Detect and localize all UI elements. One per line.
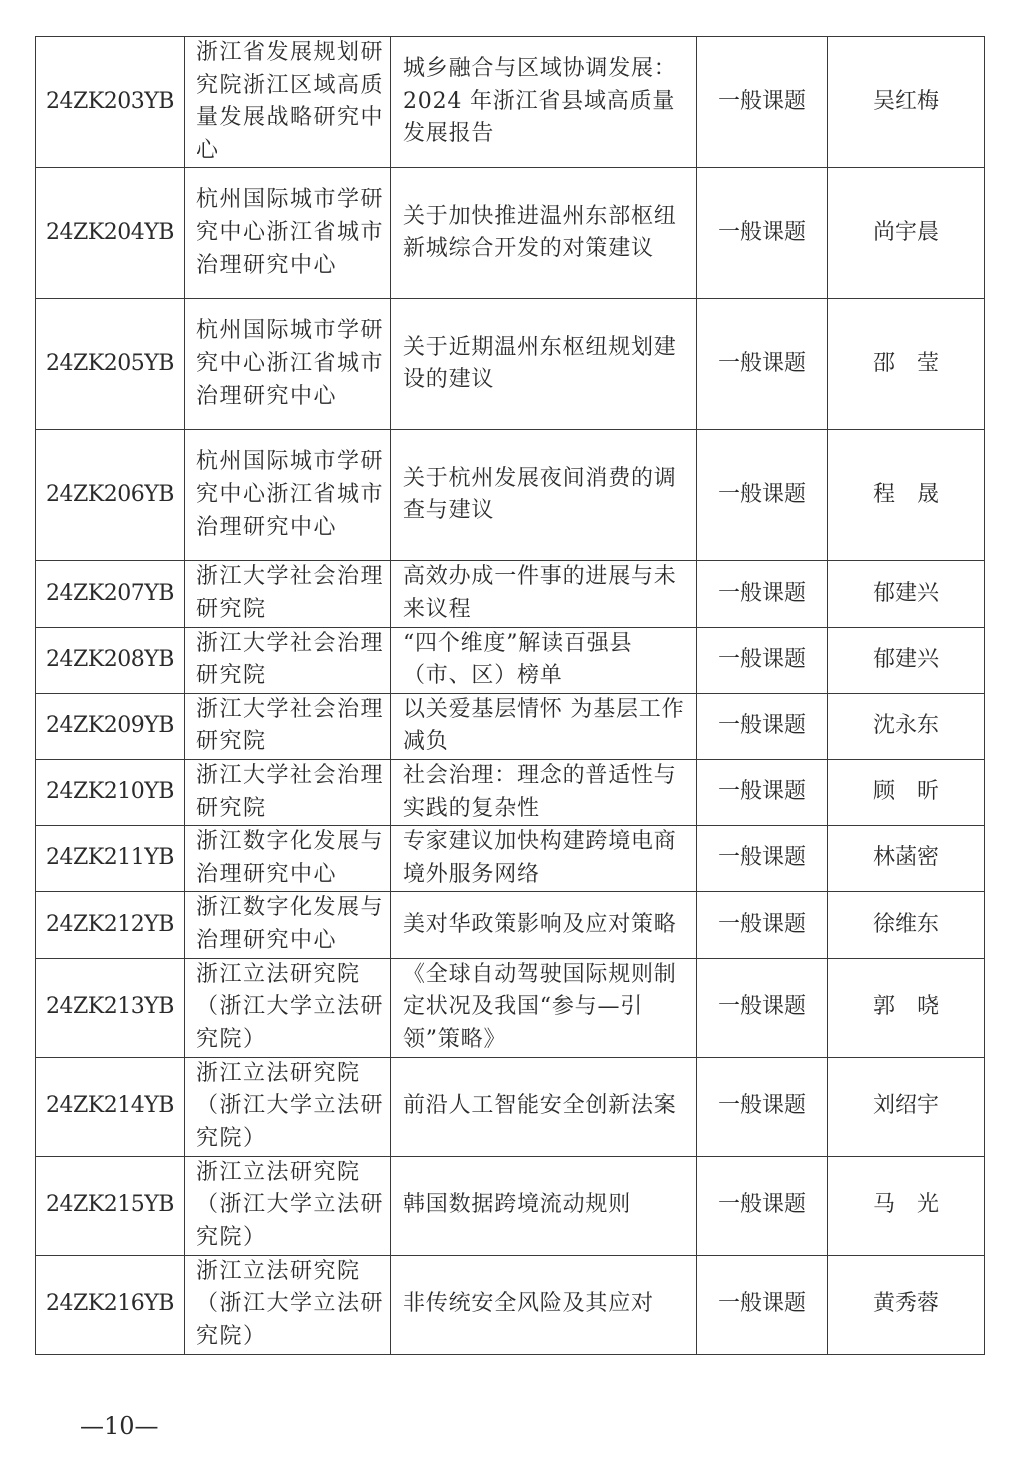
organization: 浙江立法研究院（浙江大学立法研究院） xyxy=(185,1057,391,1156)
person-in-charge: 郁建兴 xyxy=(828,627,985,693)
project-type: 一般课题 xyxy=(697,693,828,759)
organization: 杭州国际城市学研究中心浙江省城市治理研究中心 xyxy=(185,168,391,299)
organization: 浙江数字化发展与治理研究中心 xyxy=(185,892,391,958)
project-title: 韩国数据跨境流动规则 xyxy=(391,1156,697,1255)
table-row xyxy=(36,430,985,561)
project-code: 24ZK211YB xyxy=(36,826,185,892)
person-in-charge: 尚宇晨 xyxy=(828,168,985,299)
organization: 杭州国际城市学研究中心浙江省城市治理研究中心 xyxy=(185,299,391,430)
organization: 浙江省发展规划研究院浙江区域高质量发展战略研究中心 xyxy=(185,37,391,168)
organization: 浙江大学社会治理研究院 xyxy=(185,693,391,759)
project-title: “四个维度”解读百强县（市、区）榜单 xyxy=(391,627,697,693)
project-type: 一般课题 xyxy=(697,759,828,825)
project-title: 关于加快推进温州东部枢纽新城综合开发的对策建议 xyxy=(391,168,697,299)
project-type: 一般课题 xyxy=(697,561,828,627)
project-title: 前沿人工智能安全创新法案 xyxy=(391,1057,697,1156)
person-in-charge: 徐维东 xyxy=(828,892,985,958)
table-row xyxy=(36,37,985,168)
organization: 浙江大学社会治理研究院 xyxy=(185,561,391,627)
project-title: 城乡融合与区域协调发展：2024 年浙江省县域高质量发展报告 xyxy=(391,37,697,168)
project-type: 一般课题 xyxy=(697,37,828,168)
project-title: 关于近期温州东枢纽规划建设的建议 xyxy=(391,299,697,430)
organization: 浙江立法研究院（浙江大学立法研究院） xyxy=(185,1255,391,1354)
project-title: 美对华政策影响及应对策略 xyxy=(391,892,697,958)
project-type: 一般课题 xyxy=(697,299,828,430)
project-title: 《全球自动驾驶国际规则制定状况及我国“参与—引领”策略》 xyxy=(391,958,697,1057)
table-row xyxy=(36,759,985,825)
project-type: 一般课题 xyxy=(697,892,828,958)
project-type: 一般课题 xyxy=(697,958,828,1057)
project-code: 24ZK207YB xyxy=(36,561,185,627)
project-title: 高效办成一件事的进展与未来议程 xyxy=(391,561,697,627)
organization: 浙江立法研究院（浙江大学立法研究院） xyxy=(185,958,391,1057)
table-row xyxy=(36,693,985,759)
organization: 浙江数字化发展与治理研究中心 xyxy=(185,826,391,892)
project-title: 专家建议加快构建跨境电商境外服务网络 xyxy=(391,826,697,892)
project-type: 一般课题 xyxy=(697,430,828,561)
page-number: —10— xyxy=(80,1412,159,1440)
project-code: 24ZK216YB xyxy=(36,1255,185,1354)
table-row xyxy=(36,561,985,627)
person-in-charge: 林菡密 xyxy=(828,826,985,892)
project-type: 一般课题 xyxy=(697,1255,828,1354)
organization: 杭州国际城市学研究中心浙江省城市治理研究中心 xyxy=(185,430,391,561)
person-in-charge: 郁建兴 xyxy=(828,561,985,627)
project-code: 24ZK203YB xyxy=(36,37,185,168)
project-code: 24ZK206YB xyxy=(36,430,185,561)
organization: 浙江大学社会治理研究院 xyxy=(185,759,391,825)
project-code: 24ZK213YB xyxy=(36,958,185,1057)
project-title: 以关爱基层情怀 为基层工作减负 xyxy=(391,693,697,759)
project-title: 社会治理：理念的普适性与实践的复杂性 xyxy=(391,759,697,825)
project-code: 24ZK208YB xyxy=(36,627,185,693)
project-code: 24ZK212YB xyxy=(36,892,185,958)
project-code: 24ZK209YB xyxy=(36,693,185,759)
project-code: 24ZK204YB xyxy=(36,168,185,299)
project-table xyxy=(35,36,985,1355)
person-in-charge: 顾 昕 xyxy=(828,759,985,825)
table-row xyxy=(36,168,985,299)
person-in-charge: 黄秀蓉 xyxy=(828,1255,985,1354)
person-in-charge: 吴红梅 xyxy=(828,37,985,168)
organization: 浙江立法研究院（浙江大学立法研究院） xyxy=(185,1156,391,1255)
organization: 浙江大学社会治理研究院 xyxy=(185,627,391,693)
table-row xyxy=(36,892,985,958)
person-in-charge: 马 光 xyxy=(828,1156,985,1255)
project-code: 24ZK215YB xyxy=(36,1156,185,1255)
project-type: 一般课题 xyxy=(697,627,828,693)
table-row xyxy=(36,1057,985,1156)
table-row xyxy=(36,627,985,693)
table-row xyxy=(36,299,985,430)
person-in-charge: 郭 哓 xyxy=(828,958,985,1057)
table-row xyxy=(36,958,985,1057)
project-code: 24ZK210YB xyxy=(36,759,185,825)
table-row xyxy=(36,1255,985,1354)
project-type: 一般课题 xyxy=(697,1057,828,1156)
person-in-charge: 邵 莹 xyxy=(828,299,985,430)
project-type: 一般课题 xyxy=(697,826,828,892)
project-type: 一般课题 xyxy=(697,168,828,299)
project-code: 24ZK214YB xyxy=(36,1057,185,1156)
project-code: 24ZK205YB xyxy=(36,299,185,430)
project-title: 关于杭州发展夜间消费的调查与建议 xyxy=(391,430,697,561)
person-in-charge: 沈永东 xyxy=(828,693,985,759)
table-row xyxy=(36,1156,985,1255)
project-type: 一般课题 xyxy=(697,1156,828,1255)
person-in-charge: 刘绍宇 xyxy=(828,1057,985,1156)
project-title: 非传统安全风险及其应对 xyxy=(391,1255,697,1354)
person-in-charge: 程 晟 xyxy=(828,430,985,561)
table-row xyxy=(36,826,985,892)
